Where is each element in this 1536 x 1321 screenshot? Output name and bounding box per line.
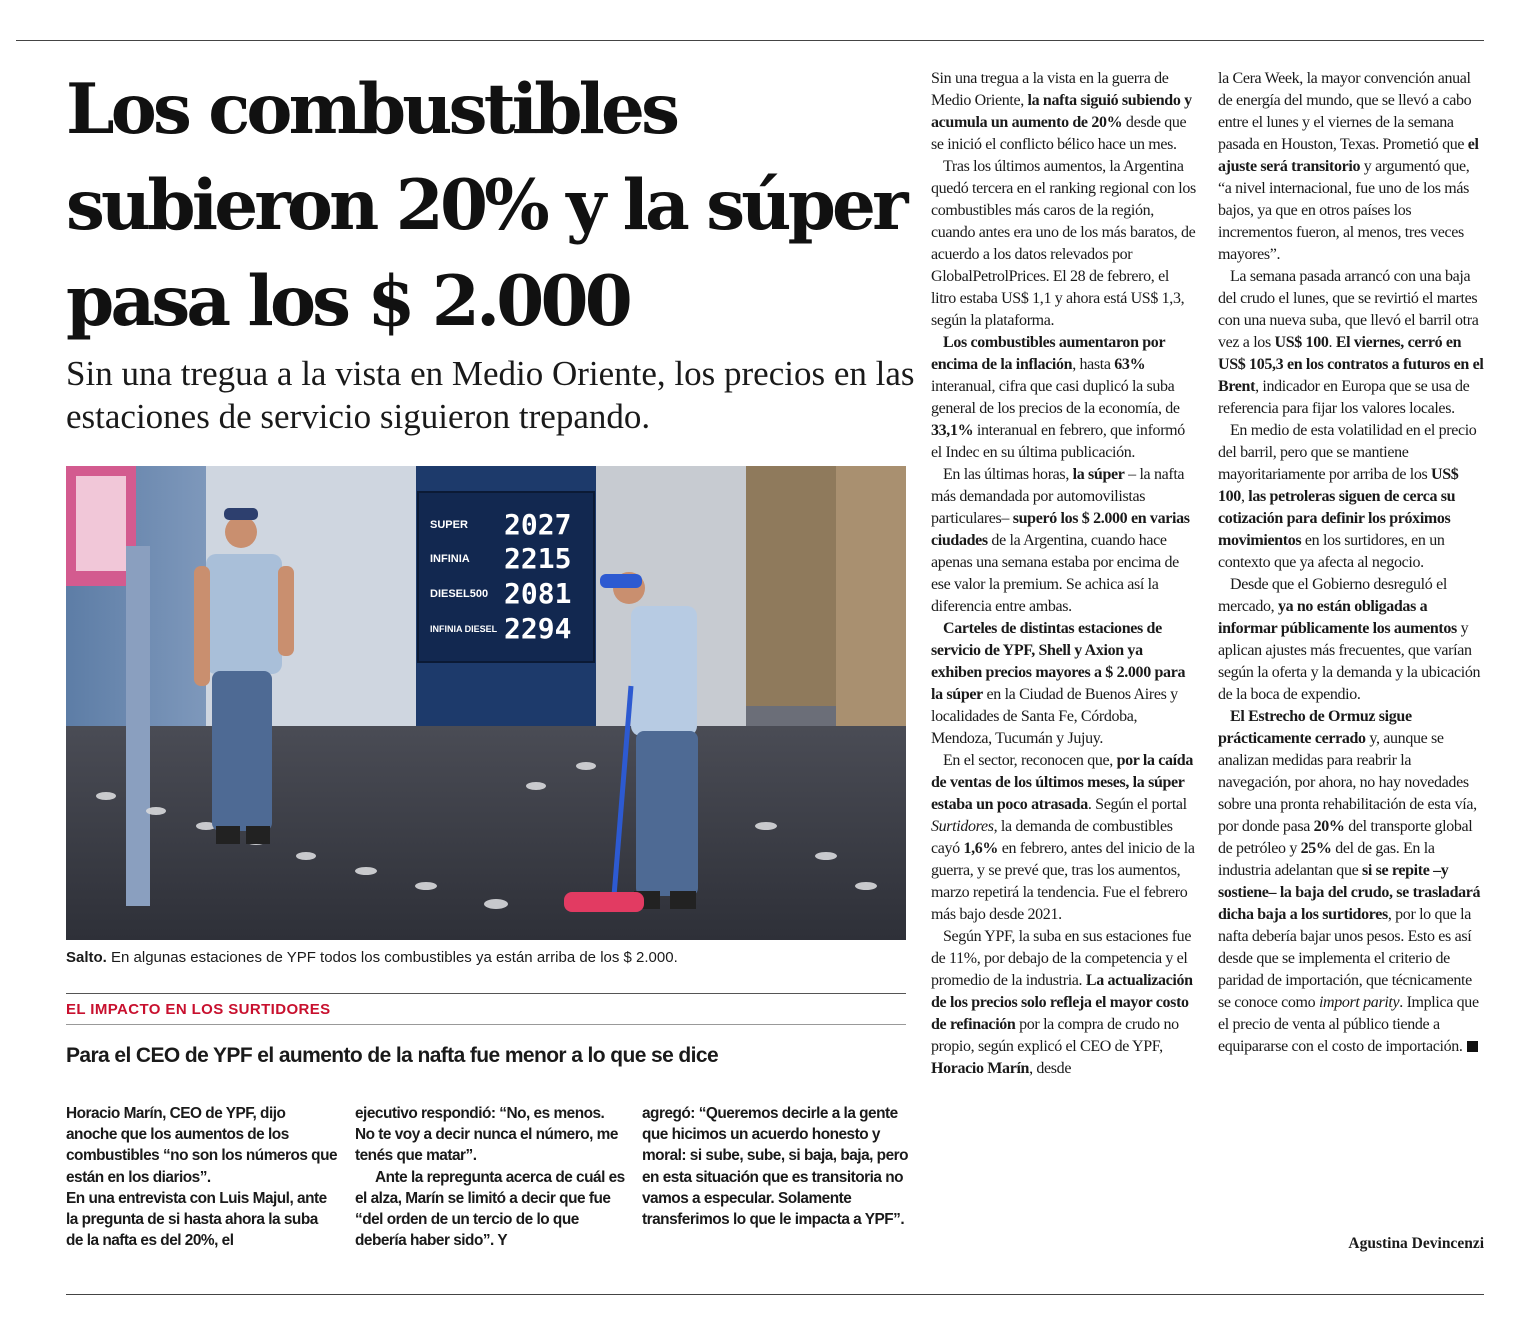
price-value-super: 2027: [504, 508, 572, 541]
byline: Agustina Devincenzi: [1348, 1235, 1484, 1252]
box-column-1: [66, 1103, 338, 1251]
col2-paragraph-2: La semana pasada arrancó con una baja del crudo el lunes, que se revirtió el martes con una nueva suba, que llevó el barril otra vez a los US$ 100. El viernes, cerró en US$ 105,3 en los contratos a futuros en el Brent, indicador en Europa que se usa de referencia para fijar los valores locales.: [1218, 268, 1484, 417]
caption-lead: Salto.: [66, 949, 107, 966]
col1-paragraph-4: En las últimas horas, la súper – la nafta más demandada por automovilistas particulares– superó los $ 2.000 en varias ciudades de la Argentina, cuando hace apenas una semana estaba por encima de ese valor la premium. Se achica así la diferencia entre ambas.: [931, 466, 1190, 615]
price-label-infinia-diesel: INFINIA DIESEL: [430, 624, 498, 634]
price-value-diesel500: 2081: [504, 577, 572, 610]
caption-text: En algunas estaciones de YPF todos los combustibles ya están arriba de los $ 2.000.: [106, 949, 678, 966]
col1-paragraph-1: Sin una tregua a la vista en la guerra de Medio Oriente, la nafta siguió subiendo y acumula un aumento de 20% desde que se inició el conflicto bélico hace un mes.: [931, 70, 1192, 153]
col1-paragraph-5: Carteles de distintas estaciones de servicio de YPF, Shell y Axion ya exhiben precios mayores a $ 2.000 para la súper en la Ciudad de Buenos Aires y localidades de Santa Fe, Córdoba, Mendoza, Tucumán y Jujuy.: [931, 620, 1186, 747]
col1-paragraph-2: Tras los últimos aumentos, la Argentina quedó tercera en el ranking regional con los combustibles más caros de la región, cuando antes era uno de los más baratos, de acuerdo a los datos relevados por GlobalPetrolPrices. El 28 de febrero, el litro estaba US$ 1,1 y ahora está US$ 1,3, según la plataforma.: [931, 158, 1196, 329]
col1-paragraph-3: Los combustibles aumentaron por encima de la inflación, hasta 63% interanual, cifra que casi duplicó la suba general de los precios de la economía, de 33,1% interanual en febrero, que informó el Indec en su última publicación.: [931, 334, 1185, 461]
price-value-infinia: 2215: [504, 542, 572, 575]
kicker-rule: [66, 1024, 906, 1025]
col2-paragraph-5: El Estrecho de Ormuz sigue prácticamente cerrado y, aunque se analizan medidas para reabrir la navegación, por ahora, no hay novedades sobre una pronta rehabilitación de esta vía, por donde pasa 20% del transporte global de petróleo y 25% del de gas. En la industria adelantan que si se repite –y sostiene– la baja del crudo, se trasladará dicha baja a los surtidores, por lo que la nafta debería bajar unos pesos. Esto es así desde que se implementa el criterio de paridad de importación, que técnicamente se conoce como import parity. Implica que el precio de venta al público tiende a equipararse con el costo de importación.: [1218, 708, 1481, 1055]
box-col2-p2: Ante la repregunta acerca de cuál es el alza, Marín se limitó a decir que fue “del orden de un tercio de lo que debería haber sido”. Y: [355, 1168, 625, 1250]
end-of-article-mark: [1467, 1041, 1478, 1052]
box-col1-p1: Horacio Marín, CEO de YPF, dijo anoche que los aumentos de los combustibles “no son los números que están en los diarios”.: [66, 1105, 338, 1186]
box-col3-p1: agregó: “Queremos decirle a la gente que hicimos un acuerdo honesto y moral: si sube, sube, si baja, baja, pero en esta situación que es transitoria no vamos a especular. Solamente transferimos lo que le impacta a YPF”.: [642, 1105, 909, 1229]
col2-paragraph-3: En medio de esta volatilidad en el precio del barril, pero que se mantiene mayoritariamente por arriba de los US$ 100, las petroleras siguen de cerca su cotización para definir los próximos movimientos en los surtidores, en un contexto que ya afecta al negocio.: [1218, 422, 1477, 571]
price-label-infinia: INFINIA: [430, 553, 470, 565]
headline: Los combustibles subieron 20% y la súper pasa los $ 2.000: [66, 69, 905, 342]
col1-paragraph-6: En el sector, reconocen que, por la caída de ventas de los últimos meses, la súper estaba un poco atrasada. Según el portal Surtidores, la demanda de combustibles cayó 1,6% en febrero, antes del inicio de la guerra, y se prevé que, tras los aumentos, marzo repetirá la tendencia. Fue el febrero más bajo desde 2021.: [931, 752, 1195, 923]
section-kicker: EL IMPACTO EN LOS SURTIDORES: [66, 1001, 331, 1018]
box-title: Para el CEO de YPF el aumento de la nafta fue menor a lo que se dice: [66, 1044, 719, 1067]
box-column-2: [355, 1103, 627, 1251]
box-col2-p1: ejecutivo respondió: “No, es menos. No te voy a decir nunca el número, me tenés que matar”.: [355, 1105, 618, 1165]
box-column-3: [642, 1103, 914, 1230]
price-label-super: SUPER: [430, 519, 468, 531]
photo-caption: [66, 948, 906, 968]
col2-paragraph-1: la Cera Week, la mayor convención anual de energía del mundo, que se llevó a cabo entre el lunes y el viernes de la semana pasada en Houston, Texas. Prometió que el ajuste será transitorio y argumentó que, “a nivel internacional, fue uno de los más bajos, ya que en otros países los incrementos fueron, al menos, tres veces mayores”.: [1218, 70, 1479, 263]
col1-paragraph-7: Según YPF, la suba en sus estaciones fue de 11%, por debajo de la competencia y el promedio de la industria. La actualización de los precios solo refleja el mayor costo de refinación por la compra de crudo no propio, según explicó el CEO de YPF, Horacio Marín, desde: [931, 928, 1193, 1077]
body-column-2: [1218, 68, 1484, 1058]
box-col1-p2: En una entrevista con Luis Majul, ante la pregunta de si hasta ahora la suba de la nafta es del 20%, el: [66, 1189, 327, 1250]
price-value-infinia-diesel: 2294: [504, 612, 572, 645]
bottom-rule: [66, 1294, 1484, 1295]
body-column-1: [931, 68, 1197, 1080]
col2-paragraph-4: Desde que el Gobierno desreguló el mercado, ya no están obligadas a informar públicamente los aumentos y aplican ajustes más frecuentes, que varían según la oferta y la demanda y la ubicación de la boca de expendio.: [1218, 576, 1481, 703]
article-photo: [66, 466, 906, 940]
top-rule: [16, 40, 1484, 41]
price-label-diesel500: DIESEL500: [430, 588, 489, 600]
box-top-rule: [66, 993, 906, 994]
subhead: Sin una tregua a la vista en Medio Oriente, los precios en las estaciones de servicio siguieron trepando.: [66, 354, 915, 436]
